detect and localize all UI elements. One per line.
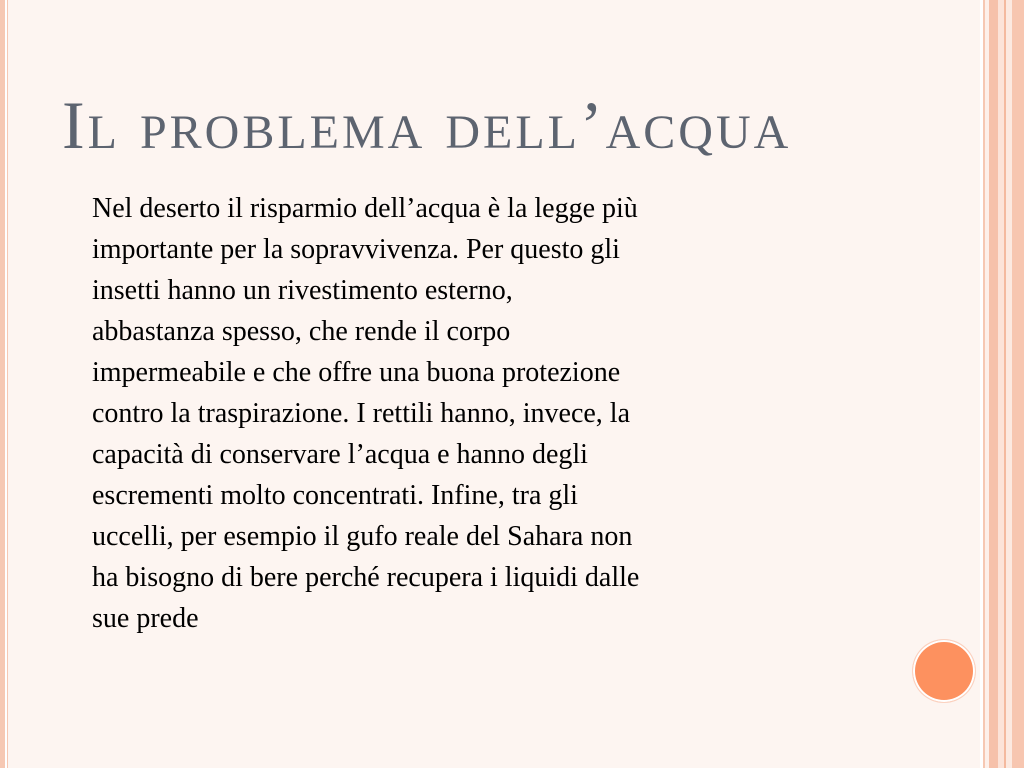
- slide-title: Il problema dell’acqua: [62, 87, 792, 163]
- decorative-circle: [913, 640, 975, 702]
- slide-body-text: Nel deserto il risparmio dell’acqua è la legge più importante per la sopravvivenza. Per questo gli insetti hanno un rivestimento esterno, abbastanza spesso, che rende il corpo impermeabile e che offre una buona protezione contro la traspirazione. I rettili hanno, invece, la capacità di conservare l’acqua e hanno degli escrementi molto concentrati. Infine, tra gli uccelli, per esempio il gufo reale del Sahara non ha bisogno di bere perché recupera i liquidi dalle sue prede: [92, 193, 640, 634]
- left-frame-bar: [0, 0, 5, 768]
- right-border-stripe: [989, 0, 998, 768]
- right-border-stripe: [1012, 0, 1024, 768]
